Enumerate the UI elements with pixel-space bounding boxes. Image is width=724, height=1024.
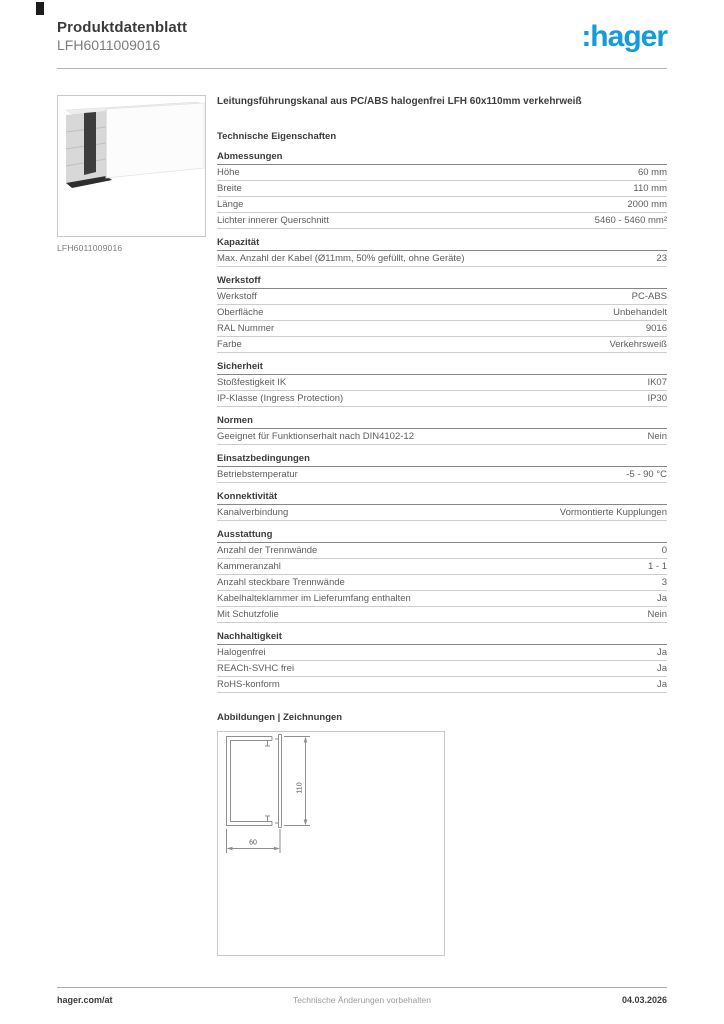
section-title: Kapazität [217,237,667,251]
section-title: Normen [217,415,667,429]
footer-date: 04.03.2026 [621,995,667,1005]
spec-label: RAL Nummer [217,323,275,334]
spec-value: Vormontierte Kupplungen [559,507,667,518]
spec-row [217,661,667,677]
product-title: Leitungsführungskanal aus PC/ABS halogenfrei LFH 60x110mm verkehrweiß [217,96,582,107]
spec-label: Breite [217,183,242,194]
spec-row [217,505,667,521]
spec-label: Geeignet für Funktionserhalt nach DIN4102-12 [217,431,414,442]
spec-value: Ja [656,647,667,658]
product-image-caption: LFH6011009016 [57,243,123,253]
section-title: Ausstattung [217,529,667,543]
spec-row [217,467,667,483]
spec-value: Verkehrsweiß [609,339,667,350]
spec-label: Kammeranzahl [217,561,281,572]
main-content [57,95,667,956]
section-title: Sicherheit [217,361,667,375]
document-title: Produktdatenblatt [57,19,188,36]
spec-row [217,305,667,321]
spec-value: Ja [656,679,667,690]
spec-value: 5460 - 5460 mm² [594,215,667,226]
product-image [58,96,205,236]
spec-row [217,677,667,693]
product-image-frame [57,95,206,237]
duct-cover [106,103,204,178]
section-title: Abmessungen [217,151,667,165]
page-footer [57,987,667,1005]
spec-row [217,289,667,305]
profile-drawing [218,732,442,953]
dimension-arrows [227,737,308,851]
spec-label: Farbe [217,339,242,350]
spec-value: 23 [656,253,667,264]
corner-mark [36,2,44,15]
spec-label: Kabelhalteklammer im Lieferumfang enthalten [217,593,411,604]
spec-label: Oberfläche [217,307,264,318]
spec-value: 60 mm [637,167,667,178]
spec-row [217,559,667,575]
spec-label: Länge [217,199,244,210]
spec-row [217,181,667,197]
footer-note: Technische Änderungen vorbehalten [293,995,431,1005]
duct-divider [84,112,96,175]
spec-section [217,415,667,445]
spec-value: 9016 [645,323,667,334]
spec-section [217,237,667,267]
spec-label: Werkstoff [217,291,257,302]
spec-row [217,591,667,607]
spec-value: 3 [661,577,667,588]
section-title: Konnektivität [217,491,667,505]
spec-label: REACh-SVHC frei [217,663,295,674]
spec-row [217,251,667,267]
spec-value: Nein [647,431,667,442]
drawings-heading: Abbildungen | Zeichnungen [217,712,343,723]
spec-label: Anzahl der Trennwände [217,545,318,556]
spec-value: IK07 [647,377,667,388]
spec-label: Höhe [217,167,240,178]
spec-value: -5 - 90 °C [626,469,667,480]
spec-label: Kanalverbindung [217,507,289,518]
section-title: Werkstoff [217,275,667,289]
spec-row [217,429,667,445]
drawing-frame [217,731,445,956]
spec-label: IP-Klasse (Ingress Protection) [217,393,344,404]
spec-row [217,197,667,213]
spec-section [217,491,667,521]
spec-row [217,575,667,591]
header-divider [57,68,667,69]
spec-sections [217,151,667,693]
product-code: LFH6011009016 [57,37,161,53]
spec-section [217,631,667,693]
spec-row [217,165,667,181]
spec-label: Mit Schutzfolie [217,609,279,620]
spec-value: Nein [647,609,667,620]
spec-value: Ja [656,593,667,604]
spec-section [217,151,667,229]
spec-column [217,95,667,956]
spec-section [217,275,667,353]
spec-value: 1 - 1 [647,561,667,572]
spec-row [217,391,667,407]
dimension-width-label: 60 [249,839,257,847]
spec-value: Ja [656,663,667,674]
spec-label: Max. Anzahl der Kabel (Ø11mm, 50% gefüllt, ohne Geräte) [217,253,465,264]
hager-logo: :hager [581,20,667,53]
spec-section [217,361,667,407]
spec-row [217,645,667,661]
product-image-column [57,95,206,956]
spec-label: Anzahl steckbare Trennwände [217,577,345,588]
spec-row [217,543,667,559]
page-header [57,0,667,54]
spec-label: RoHS-konform [217,679,280,690]
spec-value: 2000 mm [627,199,667,210]
spec-value: Unbehandelt [613,307,667,318]
section-title: Nachhaltigkeit [217,631,667,645]
spec-row [217,337,667,353]
spec-value: PC-ABS [631,291,667,302]
footer-url: hager.com/at [57,995,113,1005]
spec-value: IP30 [647,393,667,404]
spec-label: Stoßfestigkeit IK [217,377,287,388]
spec-label: Betriebstemperatur [217,469,298,480]
spec-label: Halogenfrei [217,647,266,658]
spec-value: 0 [661,545,667,556]
spec-row [217,213,667,229]
section-title: Einsatzbedingungen [217,453,667,467]
tech-properties-heading: Technische Eigenschaften [217,131,337,142]
header-title-block [57,19,187,54]
spec-section [217,529,667,623]
spec-row [217,375,667,391]
spec-row [217,607,667,623]
spec-label: Lichter innerer Querschnitt [217,215,329,226]
spec-row [217,321,667,337]
spec-section [217,453,667,483]
dimension-height-label: 110 [296,782,304,794]
spec-value: 110 mm [633,183,667,194]
